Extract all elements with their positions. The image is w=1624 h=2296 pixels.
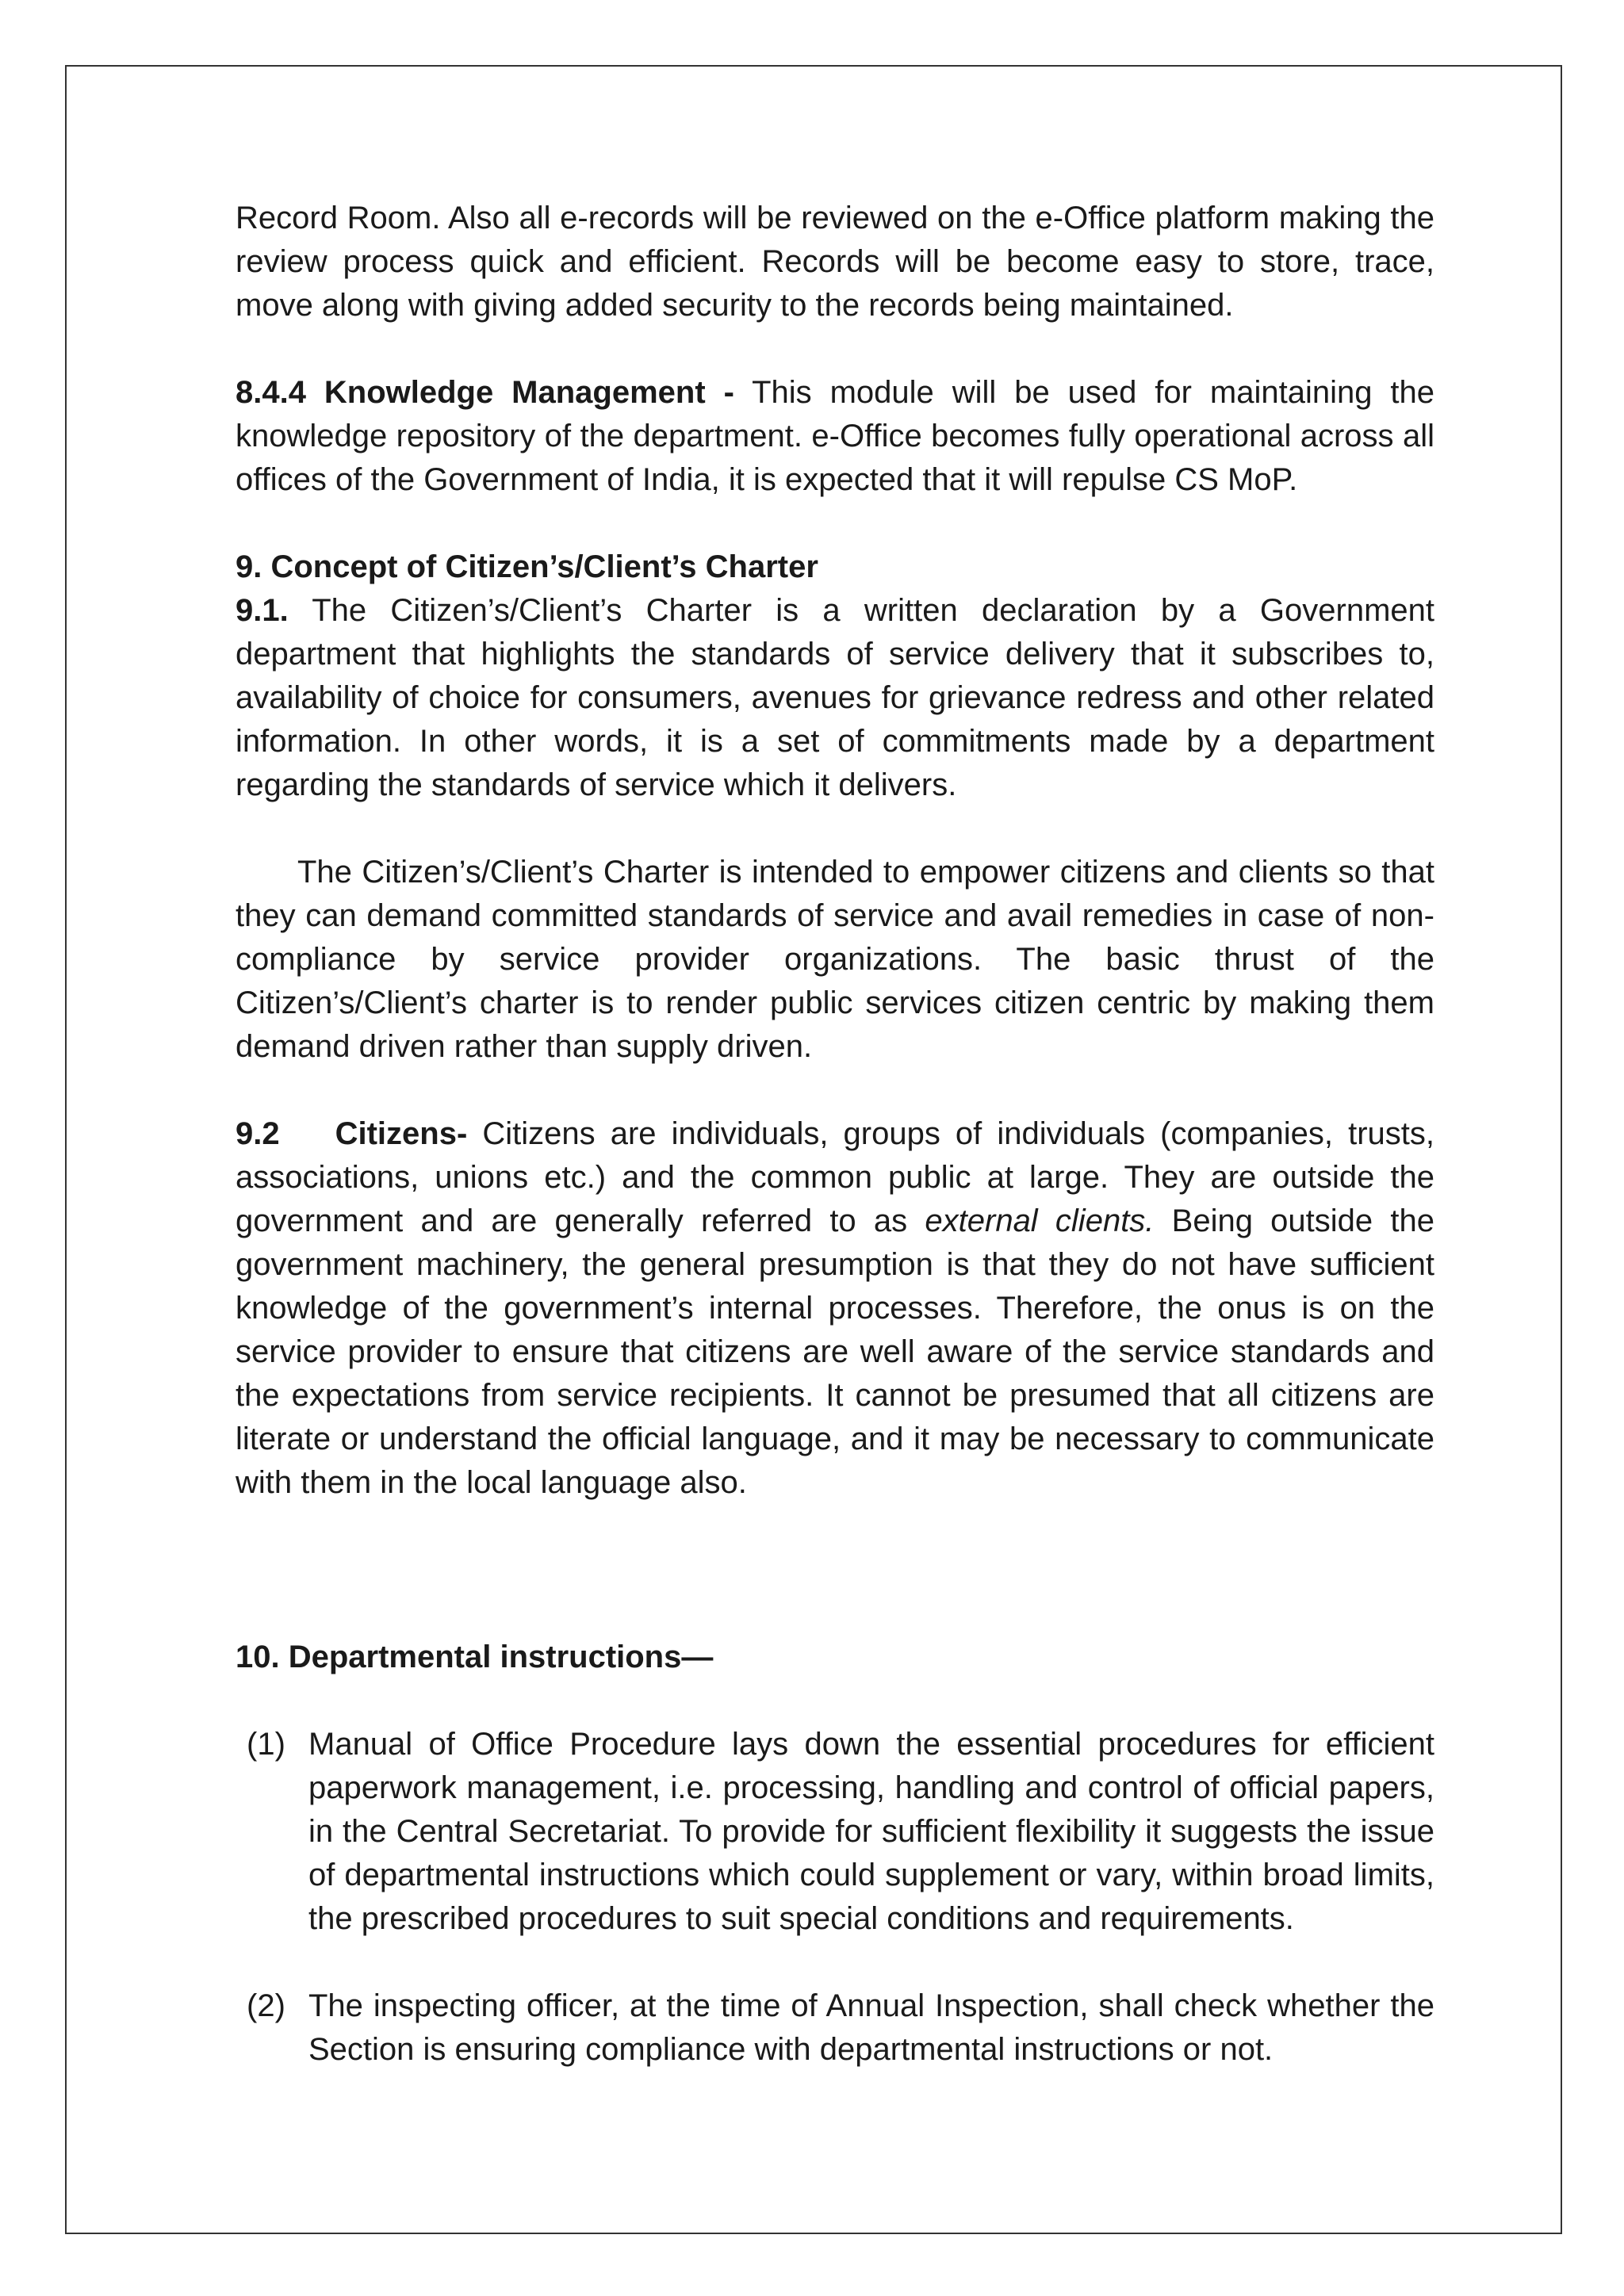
paragraph-9-1 xyxy=(236,589,1434,807)
knowledge-management-heading: 8.4.4 Knowledge Management - xyxy=(236,375,734,410)
external-clients-term: external clients. xyxy=(925,1203,1155,1238)
knowledge-management-text: This module will be used for maintaining the knowledge repository of the department. e-Office becomes fully operational across all offices of the Government of India, it is expected that it will repulse CS MoP. xyxy=(236,375,1434,497)
citizens-label: Citizens- xyxy=(335,1116,468,1151)
paragraph-9-2 xyxy=(236,1112,1434,1505)
section-10-heading: 10. Departmental instructions— xyxy=(236,1640,714,1674)
paragraph-9-2-number: 9.2 xyxy=(236,1116,280,1151)
paragraph-record-room: Record Room. Also all e-records will be reviewed on the e-Office platform making the review process quick and efficient. Records will be become easy to store, trace, move along with giving added security to the records being maintained. xyxy=(236,201,1434,323)
list-item-text: Manual of Office Procedure lays down the essential procedures for efficient paperwork management, i.e. processing, handling and control of official papers, in the Central Secretariat. To provide for sufficient flexibility it suggests the issue of departmental instructions which could supplement or vary, within broad limits, the prescribed procedures to suit special conditions and requirements. xyxy=(308,1727,1434,1936)
paragraph-9-1-number: 9.1. xyxy=(236,593,289,628)
list-item-text: The inspecting officer, at the time of Annual Inspection, shall check whether the Section is ensuring compliance with departmental instructions or not. xyxy=(308,1988,1434,2067)
paragraph-9-2-text-1: Citizens are individuals, groups of individuals (companies, trusts, associations, unions etc.) and the common public at large. They are outside the government and are generally referred to as xyxy=(236,1116,1434,1238)
list-item-number: (2) xyxy=(247,1988,285,2023)
paragraph-9-1-text: The Citizen’s/Client’s Charter is a written declaration by a Government department that highlights the standards of service delivery that it subscribes to, availability of choice for consumers, avenues for grievance redress and other related information. In other words, it is a set of commitments made by a department regarding the standards of service which it delivers. xyxy=(236,593,1434,802)
list-item-number: (1) xyxy=(247,1727,285,1762)
paragraph-9-2-text-2: Being outside the government machinery, the general presumption is that they do not have sufficient knowledge of the government’s internal processes. Therefore, the onus is on the service provider to ensure that citizens are well aware of the service standards and the expectations from service recipients. It cannot be presumed that all citizens are literate or understand the official language, and it may be necessary to communicate with them in the local language also. xyxy=(236,1203,1435,1500)
document-body xyxy=(236,197,1434,2072)
section-9-heading: 9. Concept of Citizen’s/Client’s Charter xyxy=(236,549,818,584)
paragraph-charter-purpose: The Citizen’s/Client’s Charter is intended to empower citizens and clients so that they can demand committed standards of service and avail remedies in case of non-compliance by service provider organizations. The basic thrust of the Citizen’s/Client’s charter is to render public services citizen centric by making them demand driven rather than supply driven. xyxy=(236,855,1434,1064)
paragraph-knowledge-management xyxy=(236,371,1434,502)
list-item xyxy=(236,1984,1434,2072)
list-item xyxy=(236,1723,1434,1941)
